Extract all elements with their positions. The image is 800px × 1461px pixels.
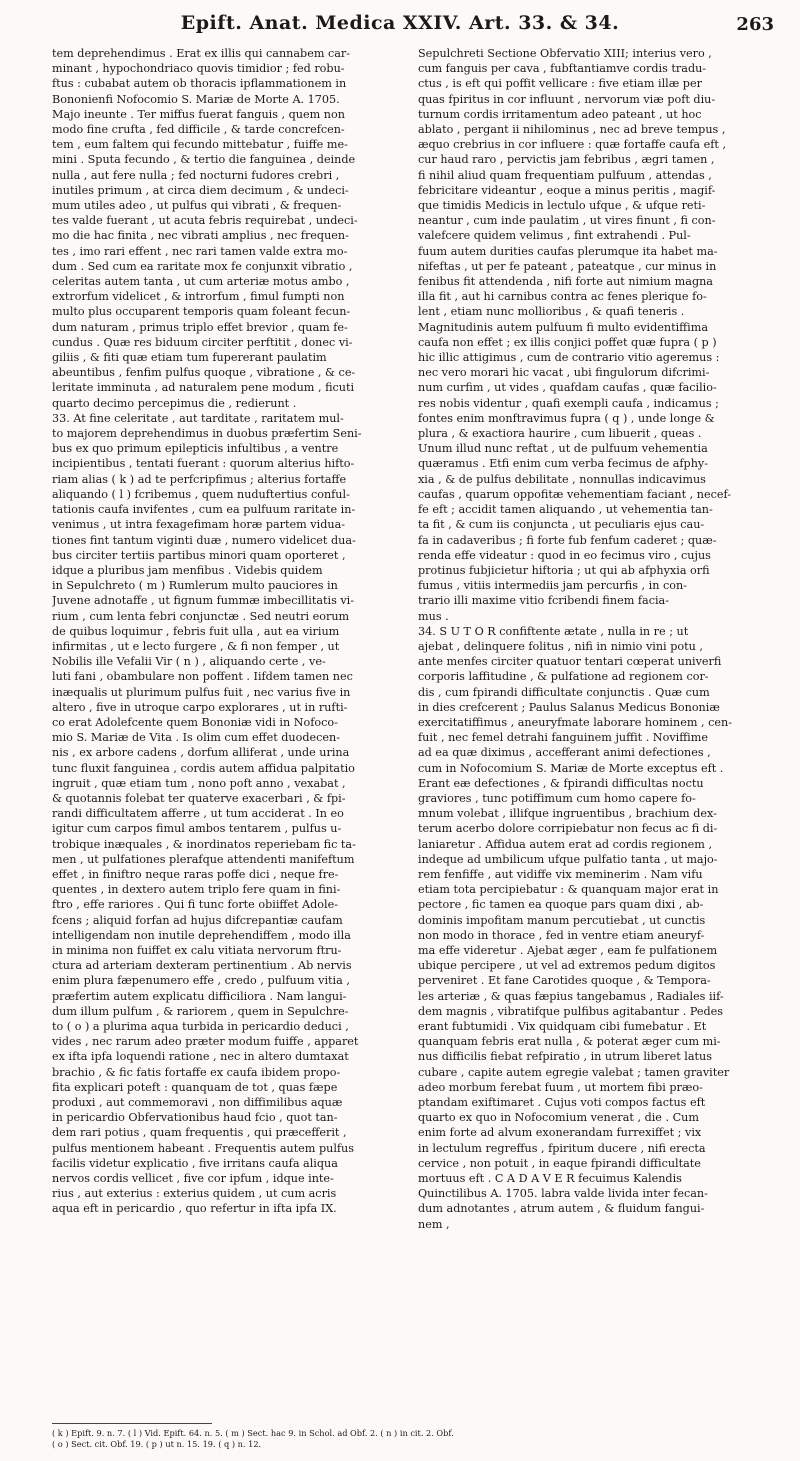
- text-line: Erant eæ defectiones , & fpirandi difficultas noctu: [418, 776, 704, 790]
- footnote-line: ( o ) Sect. cit. Obf. 19. ( p ) ut n. 15. 19. ( q ) n. 12.: [52, 1439, 262, 1449]
- text-line: cervice , non potuit , in eaque fpirandi difficultate: [418, 1156, 701, 1170]
- text-line: cum fanguis per cava , fubftantiamve cordis tradu-: [418, 62, 707, 76]
- text-line: minant , hypochondriaco quovis timidior ; fed robu-: [52, 62, 345, 76]
- text-line: 34. S U T O R confiftente ætate , nulla in re ; ut: [418, 624, 689, 638]
- text-line: rius , aut exterius : exterius quidem , ut cum acris: [52, 1187, 337, 1201]
- text-line: protinus fubjicietur hiftoria ; ut qui ab afphyxia orfi: [418, 563, 710, 577]
- text-line: modo fine crufta , fed difficile , & tarde concrefcen-: [52, 123, 345, 137]
- footnote-rule: [52, 1423, 212, 1424]
- text-line: nulla , aut fere nulla ; fed nocturni fudores crebri ,: [52, 168, 340, 182]
- text-line: ingruit , quæ etiam tum , nono poft anno , vexabat ,: [52, 776, 346, 790]
- text-line: ptandam exiftimaret . Cujus voti compos factus eft: [418, 1096, 706, 1110]
- text-line: enim plura fæpenumero effe , credo , pulfuum vitia ,: [52, 974, 350, 988]
- text-line: fumus , vitiis intermediis jam percurfis , in con-: [418, 579, 687, 593]
- text-line: in minima non fuiffet ex calu vitiata nervorum ftru-: [52, 943, 342, 957]
- text-line: dum illum pulfum , & rariorem , quem in Sepulchre-: [52, 1004, 349, 1018]
- text-line: pectore , fic tamen ea quoque pars quam dixi , ab-: [418, 898, 704, 912]
- footnote-line: ( k ) Epift. 9. n. 7. ( l ) Vid. Epift. 64. n. 5. ( m ) Sect. hac 9. in Schol. ad Obf. 2. ( n ) in cit. 2. Obf.: [52, 1428, 454, 1438]
- text-line: leritate imminuta , ad naturalem pene modum , ficuti: [52, 381, 355, 395]
- text-line: nervos cordis vellicet , five cor ipfum , idque inte-: [52, 1172, 334, 1186]
- text-line: venimus , ut intra fexagefimam horæ partem vidua-: [52, 518, 346, 532]
- text-line: incipientibus , tentati fuerant : quorum alterius hifto-: [52, 457, 355, 471]
- text-line: ma effe videretur . Ajebat æger , eam fe pulfationem: [418, 943, 718, 957]
- page-number: 263: [736, 14, 774, 35]
- text-line: dum naturam , primus triplo effet brevior , quam fe-: [52, 320, 348, 334]
- text-line: exercitatiffimus , aneuryfmate laborare hominem , cen-: [418, 715, 732, 729]
- text-line: tem , eum faltem qui fecundo mittebatur , fuiffe me-: [52, 138, 348, 152]
- text-line: in Sepulchreto ( m ) Rumlerum multo pauciores in: [52, 579, 338, 593]
- text-line: de quibus loquimur , febris fuit ulla , aut ea virium: [52, 624, 340, 638]
- text-line: inutiles primum , at circa diem decimum , & undeci-: [52, 183, 349, 197]
- text-line: cundus . Quæ res biduum circiter perftitit , donec vi-: [52, 335, 353, 349]
- text-line: tiones fint tantum viginti duæ , numero videlicet dua-: [52, 533, 356, 547]
- text-line: illa fit , aut hi carnibus contra ac fenes plerique fo-: [418, 290, 707, 304]
- text-line: fuit , nec femel detrahi fanguinem juffit . Noviffime: [418, 731, 708, 745]
- text-line: cum in Nofocomium S. Mariæ de Morte exceptus eft .: [418, 761, 724, 775]
- text-line: præfertim autem explicatu difficiliora . Nam langui-: [52, 989, 347, 1003]
- text-line: ctura ad arteriam dexteram pertinentium . Ab nervis: [52, 959, 352, 973]
- text-line: rem fenfiffe , aut vidiffe vix meminerim . Nam vifu: [418, 867, 703, 881]
- text-line: bus ex quo primum epilepticis infultibus , a ventre: [52, 442, 339, 456]
- text-line: dum . Sed cum ea raritate mox fe conjunxit vibratio ,: [52, 259, 353, 273]
- text-line: igitur cum carpos fimul ambos tentarem , pulfus u-: [52, 822, 342, 836]
- text-line: mortuus eft . C A D A V E R fecuimus Kalendis: [418, 1172, 682, 1186]
- text-line: ante menfes circiter quatuor tentari cœperat univerfi: [418, 655, 722, 669]
- header-title: Epift. Anat. Medica XXIV. Art. 33. & 34.: [180, 12, 620, 34]
- text-line: num curfim , ut vides , quafdam caufas , quæ facilio-: [418, 381, 717, 395]
- text-line: xia , & de pulfus debilitate , nonnullas indicavimus: [418, 472, 706, 486]
- text-line: caufa non effet ; ex illis conjici poffet quæ fupra ( p ): [418, 335, 717, 349]
- text-line: dominis impofitam manum percutiebat , ut cunctis: [418, 913, 706, 927]
- text-line: nec vero morari hic vacat , ubi fingulorum difcrimi-: [418, 366, 710, 380]
- text-line: caufas , quarum oppofitæ vehementiam faciant , necef-: [418, 487, 731, 501]
- text-line: trario illi maxime vitio fcribendi finem facia-: [418, 594, 669, 608]
- text-line: ajebat , delinquere folitus , nifi in nimio vini potu ,: [418, 639, 703, 653]
- text-line: randi difficultatem afferre , ut tum acciderat . In eo: [52, 807, 344, 821]
- text-line: ctus , is eft qui poffit vellicare : five etiam illæ per: [418, 77, 702, 91]
- text-line: renda effe videatur : quod in eo fecimus viro , cujus: [418, 548, 711, 562]
- text-line: dem magnis , vibratifque pulfibus agitabantur . Pedes: [418, 1004, 723, 1018]
- text-line: in pericardio Obfervationibus haud fcio , quot tan-: [52, 1111, 338, 1125]
- text-line: enim forte ad alvum exonerandam furrexiffet ; vix: [418, 1126, 702, 1140]
- left-text-column: [52, 46, 412, 1217]
- text-line: tes , imo rari effent , nec rari tamen valde extra mo-: [52, 244, 348, 258]
- text-line: aqua eft in pericardio , quo refertur in ifta ipfa IX.: [52, 1202, 337, 1216]
- text-line: fe eft ; accidit tamen aliquando , ut vehementia tan-: [418, 503, 713, 517]
- text-line: effet , in finiftro neque raras poffe dici , neque fre-: [52, 867, 339, 881]
- text-line: in lectulum regreffus , fpiritum ducere , nifi erecta: [418, 1141, 706, 1155]
- text-line: giliis , & fiti quæ etiam tum fupererant paulatim: [52, 351, 327, 365]
- text-line: fa in cadaveribus ; fi forte fub fenfum caderet ; quæ-: [418, 533, 717, 547]
- text-line: ad ea quæ diximus , accefferant animi defectiones ,: [418, 746, 711, 760]
- text-line: extrorfum videlicet , & introrfum , fimul fumpti non: [52, 290, 345, 304]
- text-line: terum acerbo dolore corripiebatur non fecus ac fi di-: [418, 822, 718, 836]
- text-line: cubare , capite autem egregie valebat ; tamen graviter: [418, 1065, 730, 1079]
- text-line: mnum volebat , illifque ingruentibus , brachium dex-: [418, 807, 717, 821]
- text-line: & quotannis folebat ter quaterve exacerbari , & fpi-: [52, 791, 346, 805]
- text-line: quæramus . Etfi enim cum verba fecimus de afphy-: [418, 457, 709, 471]
- text-line: luti fani , obambulare non poffent . Iifdem tamen nec: [52, 670, 353, 684]
- text-line: vides , nec rarum adeo præter modum fuiffe , apparet: [52, 1035, 359, 1049]
- text-line: ta fit , & cum iis conjuncta , ut peculiaris ejus cau-: [418, 518, 705, 532]
- text-line: ftus : cubabat autem ob thoracis ipflammationem in: [52, 77, 347, 91]
- text-line: quas fpiritus in cor influunt , nervorum viæ poft diu-: [418, 92, 716, 106]
- text-line: plura , & exactiora haurire , cum libuerit , queas .: [418, 427, 702, 441]
- text-line: riam alias ( k ) ad te perfcripfimus ; alterius fortaffe: [52, 472, 347, 486]
- text-line: idque a pluribus jam menfibus . Videbis quidem: [52, 563, 323, 577]
- text-line: rium , cum lenta febri conjunctæ . Sed neutri eorum: [52, 609, 350, 623]
- text-line: quentes , in dextero autem triplo fere quam in fini-: [52, 883, 341, 897]
- text-line: inæqualis ut plurimum pulfus fuit , nec varius five in: [52, 685, 351, 699]
- text-line: Magnitudinis autem pulfuum fi multo evidentiffima: [418, 320, 708, 334]
- text-line: Quinctilibus A. 1705. labra valde livida inter fecan-: [418, 1187, 708, 1201]
- text-line: fenibus fit attendenda , nifi forte aut nimium magna: [418, 275, 713, 289]
- text-line: multo plus occuparent temporis quam foleant fecun-: [52, 305, 351, 319]
- text-line: brachio , & fic fatis fortaffe ex caufa ibidem propo-: [52, 1065, 341, 1079]
- text-line: infirmitas , ut e lecto furgere , & fi non femper , ut: [52, 639, 340, 653]
- running-header: [0, 8, 800, 40]
- text-line: altero , five in utroque carpo explorares , ut in rufti-: [52, 700, 348, 714]
- text-line: nifeftas , ut per fe pateant , pateatque , cur minus in: [418, 259, 717, 273]
- text-line: to ( o ) a plurima aqua turbida in pericardio deduci ,: [52, 1020, 349, 1033]
- text-line: pulfus mentionem habeant . Frequentis autem pulfus: [52, 1141, 355, 1155]
- text-line: mo die hac finita , nec vibrati amplius , nec frequen-: [52, 229, 349, 243]
- text-line: celeritas autem tanta , ut cum arteriæ motus ambo ,: [52, 275, 350, 289]
- text-line: quarto decimo percepimus die , redierunt .: [52, 396, 297, 410]
- text-line: fuum autem durities caufas plerumque ita habet ma-: [418, 244, 718, 258]
- text-line: aliquando ( l ) fcribemus , quem nuduftertius conful-: [52, 487, 350, 501]
- text-line: non modo in thorace , fed in ventre etiam aneuryf-: [418, 928, 705, 942]
- text-line: mini . Sputa fecundo , & tertio die fanguinea , deinde: [52, 153, 356, 167]
- text-line: fontes enim monftravimus fupra ( q ) , unde longe &: [418, 411, 715, 425]
- text-line: Juvene adnotaffe , ut fignum fummæ imbecillitatis vi-: [52, 594, 355, 608]
- text-line: trobique inæquales , & inordinatos reperiebam fic ta-: [52, 837, 356, 851]
- text-line: indeque ad umbilicum ufque pulfatio tanta , ut majo-: [418, 852, 718, 866]
- text-line: les arteriæ , & quas fæpius tangebamus , Radiales iif-: [418, 989, 724, 1003]
- text-line: nem ,: [418, 1217, 450, 1231]
- text-line: cur haud raro , pervictis jam febribus , ægri tamen ,: [418, 153, 715, 167]
- text-line: mum utiles adeo , ut pulfus qui vibrati , & frequen-: [52, 199, 342, 213]
- text-line: co erat Adolefcente quem Bononiæ vidi in Nofoco-: [52, 715, 338, 729]
- text-line: fi nihil aliud quam frequentiam pulfuum , attendas ,: [418, 168, 712, 182]
- text-line: tes valde fuerant , ut acuta febris requirebat , undeci-: [52, 214, 358, 228]
- text-line: intelligendam non inutile deprehendiffem , modo illa: [52, 928, 351, 942]
- text-line: Majo ineunte . Ter miffus fuerat fanguis , quem non: [52, 107, 345, 121]
- text-line: mio S. Mariæ de Vita . Is olim cum effet duodecen-: [52, 731, 341, 745]
- text-line: lent , etiam nunc mollioribus , & quafi teneris .: [418, 305, 685, 319]
- text-line: produxi , aut commemoravi , non diffimilibus aquæ: [52, 1096, 343, 1110]
- text-line: 33. At fine celeritate , aut tarditate , raritatem mul-: [52, 411, 344, 425]
- text-line: nus difficilis fiebat refpiratio , in utrum liberet latus: [418, 1050, 712, 1064]
- text-line: erant fubtumidi . Vix quidquam cibi fumebatur . Et: [418, 1020, 707, 1033]
- text-line: tationis caufa invifentes , cum ea pulfuum raritate in-: [52, 503, 356, 517]
- text-line: laniaretur . Affidua autem erat ad cordis regionem ,: [418, 837, 712, 851]
- text-line: Sepulchreti Sectione Obfervatio XIII; interius vero ,: [418, 47, 712, 60]
- text-line: men , ut pulfationes plerafque attendenti manifeftum: [52, 852, 355, 866]
- text-line: etiam tota percipiebatur : & quanquam major erat in: [418, 883, 719, 897]
- text-line: abeuntibus , fenfim pulfus quoque , vibratione , & ce-: [52, 366, 356, 380]
- text-line: hic illic attigimus , cum de contrario vitio ageremus :: [418, 351, 720, 365]
- text-line: corporis laffitudine , & pulfatione ad regionem cor-: [418, 670, 709, 684]
- text-line: que timidis Medicis in lectulo ufque , & ufque reti-: [418, 199, 706, 213]
- right-text-column: [418, 46, 778, 1232]
- text-line: bus circiter tertiis partibus minori quam oporteret ,: [52, 548, 346, 562]
- text-line: mus .: [418, 609, 449, 623]
- text-line: Nobilis ille Vefalii Vir ( n ) , aliquando certe , ve-: [52, 655, 326, 669]
- text-line: in dies crefcerent ; Paulus Salanus Medicus Bononiæ: [418, 700, 720, 714]
- text-line: dum adnotantes , atrum autem , & fluidum fangui-: [418, 1202, 705, 1216]
- text-line: perveniret . Et fane Carotides quoque , & Tempora-: [418, 974, 711, 988]
- text-line: ubique percipere , ut vel ad extremos pedum digitos: [418, 959, 716, 973]
- text-line: Unum illud nunc reftat , ut de pulfuum vehementia: [418, 442, 708, 456]
- text-line: valefcere quidem velimus , fint extrahendi . Pul-: [418, 229, 691, 243]
- text-line: neantur , cum inde paulatim , ut vires finunt , fi con-: [418, 214, 716, 228]
- text-line: adeo morbum ferebat fuum , ut mortem fibi præo-: [418, 1080, 703, 1094]
- text-line: nis , ex arbore cadens , dorfum alliferat , unde urina: [52, 746, 350, 760]
- text-line: fcens ; aliquid forfan ad hujus difcrepantiæ caufam: [52, 913, 343, 927]
- text-line: Bononienfi Nofocomio S. Mariæ de Morte A. 1705.: [52, 92, 340, 106]
- text-line: tunc fluxit fanguinea , cordis autem affidua palpitatio: [52, 761, 355, 775]
- text-line: facilis videtur explicatio , five irritans caufa aliqua: [52, 1156, 338, 1170]
- text-line: res nobis videntur , quafi exempli caufa , indicamus ;: [418, 396, 719, 410]
- text-line: quanquam febris erat nulla , & poterat æger cum mi-: [418, 1035, 721, 1049]
- text-line: tem deprehendimus . Erat ex illis qui cannabem car-: [52, 47, 351, 60]
- text-line: to majorem deprehendimus in duobus præfertim Seni-: [52, 427, 362, 441]
- text-line: ablato , pergant ii nihilominus , nec ad breve tempus ,: [418, 123, 726, 137]
- text-line: æquo crebrius in cor influere : quæ fortaffe caufa eft ,: [418, 138, 726, 152]
- text-line: turnum cordis irritamentum adeo pateant , ut hoc: [418, 107, 702, 121]
- text-line: dem rari potius , quam frequentis , qui præcefferit ,: [52, 1126, 347, 1140]
- text-line: fita explicari poteft : quanquam de tot , quas fæpe: [52, 1080, 338, 1094]
- text-line: quarto ex quo in Nofocomium venerat , die . Cum: [418, 1111, 699, 1125]
- text-line: febricitare videantur , eoque a minus peritis , magif-: [418, 183, 716, 197]
- footnotes: [52, 1428, 752, 1450]
- text-line: ex ifta ipfa loquendi ratione , nec in altero dumtaxat: [52, 1050, 349, 1064]
- text-line: graviores , tunc potiffimum cum homo capere fo-: [418, 791, 696, 805]
- text-line: dis , cum fpirandi difficultate conjunctis . Quæ cum: [418, 685, 710, 699]
- text-line: ftro , effe rariores . Qui fi tunc forte obiiffet Adole-: [52, 898, 338, 912]
